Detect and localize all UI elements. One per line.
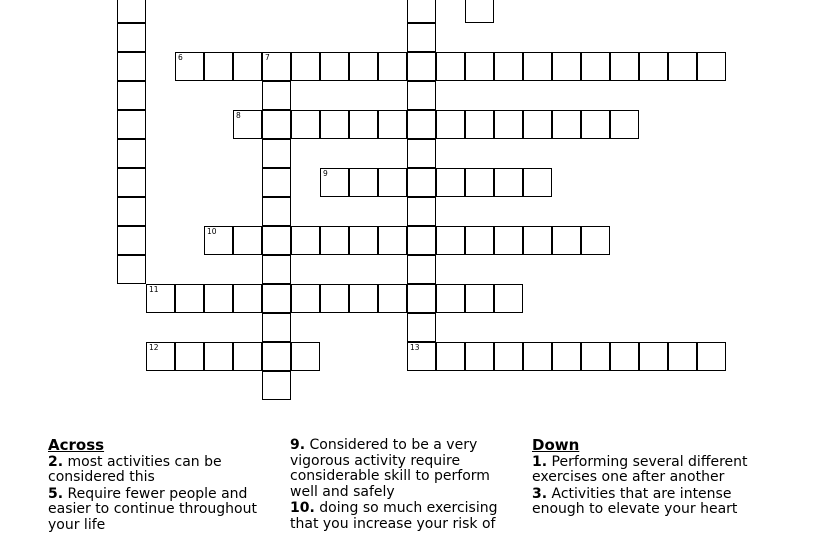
grid-cell[interactable] (233, 110, 262, 139)
grid-cell[interactable] (581, 342, 610, 371)
down-clues-column (532, 438, 764, 519)
grid-cell[interactable] (581, 226, 610, 255)
clue-text: Performing several different exercises one after another (532, 453, 748, 485)
grid-cell[interactable] (523, 226, 552, 255)
grid-cell[interactable] (436, 52, 465, 81)
grid-cell[interactable] (262, 52, 291, 81)
clue-number: 3. (532, 485, 548, 502)
grid-cell[interactable] (581, 52, 610, 81)
grid-cell[interactable] (523, 168, 552, 197)
clue-number: 5. (48, 485, 64, 502)
clue-down-3 (532, 487, 764, 518)
grid-cell[interactable] (407, 81, 436, 110)
clue-number: 10. (290, 500, 315, 516)
grid-cell[interactable] (407, 226, 436, 255)
grid-cell[interactable] (523, 342, 552, 371)
grid-cell[interactable] (320, 52, 349, 81)
grid-cell[interactable] (610, 52, 639, 81)
cell-number: 12 (149, 343, 159, 352)
clue-number: 1. (532, 453, 548, 470)
grid-cell[interactable] (262, 226, 291, 255)
grid-cell[interactable] (697, 52, 726, 81)
grid-cell[interactable] (291, 284, 320, 313)
grid-cell[interactable] (262, 197, 291, 226)
grid-cell[interactable] (581, 110, 610, 139)
grid-cell[interactable] (262, 371, 291, 400)
grid-cell[interactable] (697, 342, 726, 371)
grid-cell[interactable] (233, 52, 262, 81)
grid-cell[interactable] (117, 226, 146, 255)
grid-cell[interactable] (465, 168, 494, 197)
cell-number: 9 (323, 169, 328, 178)
grid-cell[interactable] (668, 342, 697, 371)
clue-text: doing so much exercising that you increase your risk of (290, 500, 498, 532)
grid-cell[interactable] (552, 226, 581, 255)
grid-cell[interactable] (349, 168, 378, 197)
grid-cell[interactable] (407, 313, 436, 342)
grid-cell[interactable] (378, 168, 407, 197)
cell-number: 6 (178, 53, 183, 62)
grid-cell[interactable] (262, 342, 291, 371)
grid-cell[interactable] (117, 110, 146, 139)
cell-number: 13 (410, 343, 420, 352)
grid-cell[interactable] (175, 284, 204, 313)
grid-cell[interactable] (291, 52, 320, 81)
grid-cell[interactable] (436, 342, 465, 371)
clue-down-1 (532, 455, 764, 486)
grid-cell[interactable] (523, 52, 552, 81)
grid-cell[interactable] (494, 52, 523, 81)
grid-cell[interactable] (291, 226, 320, 255)
grid-cell[interactable] (407, 342, 436, 371)
clue-across-10 (290, 501, 522, 532)
grid-cell[interactable] (610, 342, 639, 371)
grid-cell[interactable] (262, 81, 291, 110)
grid-cell[interactable] (465, 342, 494, 371)
cell-number: 11 (149, 285, 159, 294)
grid-cell[interactable] (117, 197, 146, 226)
grid-cell[interactable] (117, 168, 146, 197)
grid-cell[interactable] (436, 284, 465, 313)
cell-number: 7 (265, 53, 270, 62)
grid-cell[interactable] (552, 110, 581, 139)
grid-cell[interactable] (407, 197, 436, 226)
cell-number: 8 (236, 111, 241, 120)
clue-across-2 (48, 455, 280, 486)
grid-cell[interactable] (494, 226, 523, 255)
grid-cell[interactable] (291, 110, 320, 139)
grid-cell[interactable] (175, 342, 204, 371)
grid-cell[interactable] (378, 52, 407, 81)
grid-cell[interactable] (320, 168, 349, 197)
grid-cell[interactable] (175, 52, 204, 81)
grid-cell[interactable] (494, 110, 523, 139)
grid-cell[interactable] (320, 226, 349, 255)
grid-cell[interactable] (204, 342, 233, 371)
grid-cell[interactable] (117, 52, 146, 81)
grid-cell[interactable] (378, 110, 407, 139)
grid-cell[interactable] (407, 52, 436, 81)
clue-number: 2. (48, 453, 64, 470)
grid-cell[interactable] (262, 139, 291, 168)
across-clues-column (48, 438, 280, 534)
grid-cell[interactable] (523, 110, 552, 139)
grid-cell[interactable] (204, 284, 233, 313)
grid-cell[interactable] (320, 284, 349, 313)
grid-cell[interactable] (436, 226, 465, 255)
grid-cell[interactable] (349, 284, 378, 313)
clue-across-9 (290, 438, 522, 500)
grid-cell[interactable] (407, 168, 436, 197)
grid-cell[interactable] (146, 342, 175, 371)
grid-cell[interactable] (204, 226, 233, 255)
grid-cell[interactable] (262, 284, 291, 313)
clue-text: most activities can be considered this (48, 453, 222, 485)
grid-cell[interactable] (639, 342, 668, 371)
grid-cell[interactable] (407, 139, 436, 168)
grid-cell[interactable] (117, 255, 146, 284)
down-heading: Down (532, 436, 580, 454)
grid-cell[interactable] (117, 81, 146, 110)
grid-cell[interactable] (146, 284, 175, 313)
grid-cell[interactable] (349, 110, 378, 139)
grid-cell[interactable] (407, 110, 436, 139)
clue-across-5 (48, 487, 280, 534)
grid-cell[interactable] (407, 23, 436, 52)
grid-cell[interactable] (262, 255, 291, 284)
grid-cell[interactable] (465, 52, 494, 81)
grid-cell[interactable] (262, 168, 291, 197)
clue-text: Considered to be a very vigorous activity require considerable skill to perform well and safely (290, 437, 490, 500)
grid-cell[interactable] (436, 110, 465, 139)
grid-cell[interactable] (407, 0, 436, 23)
cell-number: 10 (207, 227, 217, 236)
across-clues-column-continued (290, 438, 522, 533)
grid-cell[interactable] (668, 52, 697, 81)
grid-cell[interactable] (639, 52, 668, 81)
grid-cell[interactable] (262, 110, 291, 139)
grid-cell[interactable] (436, 168, 465, 197)
grid-cell[interactable] (117, 139, 146, 168)
grid-cell[interactable] (291, 342, 320, 371)
clue-text: Require fewer people and easier to continue throughout your life (48, 485, 257, 533)
grid-cell[interactable] (349, 52, 378, 81)
grid-cell[interactable] (320, 110, 349, 139)
grid-cell[interactable] (117, 0, 146, 23)
grid-cell[interactable] (233, 226, 262, 255)
clue-number: 9. (290, 437, 306, 453)
grid-cell[interactable] (117, 23, 146, 52)
grid-cell[interactable] (465, 0, 494, 23)
grid-cell[interactable] (407, 284, 436, 313)
grid-cell[interactable] (233, 342, 262, 371)
grid-cell[interactable] (552, 52, 581, 81)
grid-cell[interactable] (407, 255, 436, 284)
grid-cell[interactable] (465, 110, 494, 139)
grid-cell[interactable] (233, 284, 262, 313)
clue-text: Activities that are intense enough to elevate your heart (532, 485, 738, 517)
grid-cell[interactable] (204, 52, 233, 81)
grid-cell[interactable] (494, 284, 523, 313)
grid-cell[interactable] (552, 342, 581, 371)
grid-cell[interactable] (494, 168, 523, 197)
grid-cell[interactable] (378, 284, 407, 313)
across-heading: Across (48, 436, 105, 454)
grid-cell[interactable] (494, 342, 523, 371)
grid-cell[interactable] (262, 313, 291, 342)
grid-cell[interactable] (378, 226, 407, 255)
grid-cell[interactable] (465, 284, 494, 313)
grid-cell[interactable] (349, 226, 378, 255)
grid-cell[interactable] (610, 110, 639, 139)
grid-cell[interactable] (465, 226, 494, 255)
